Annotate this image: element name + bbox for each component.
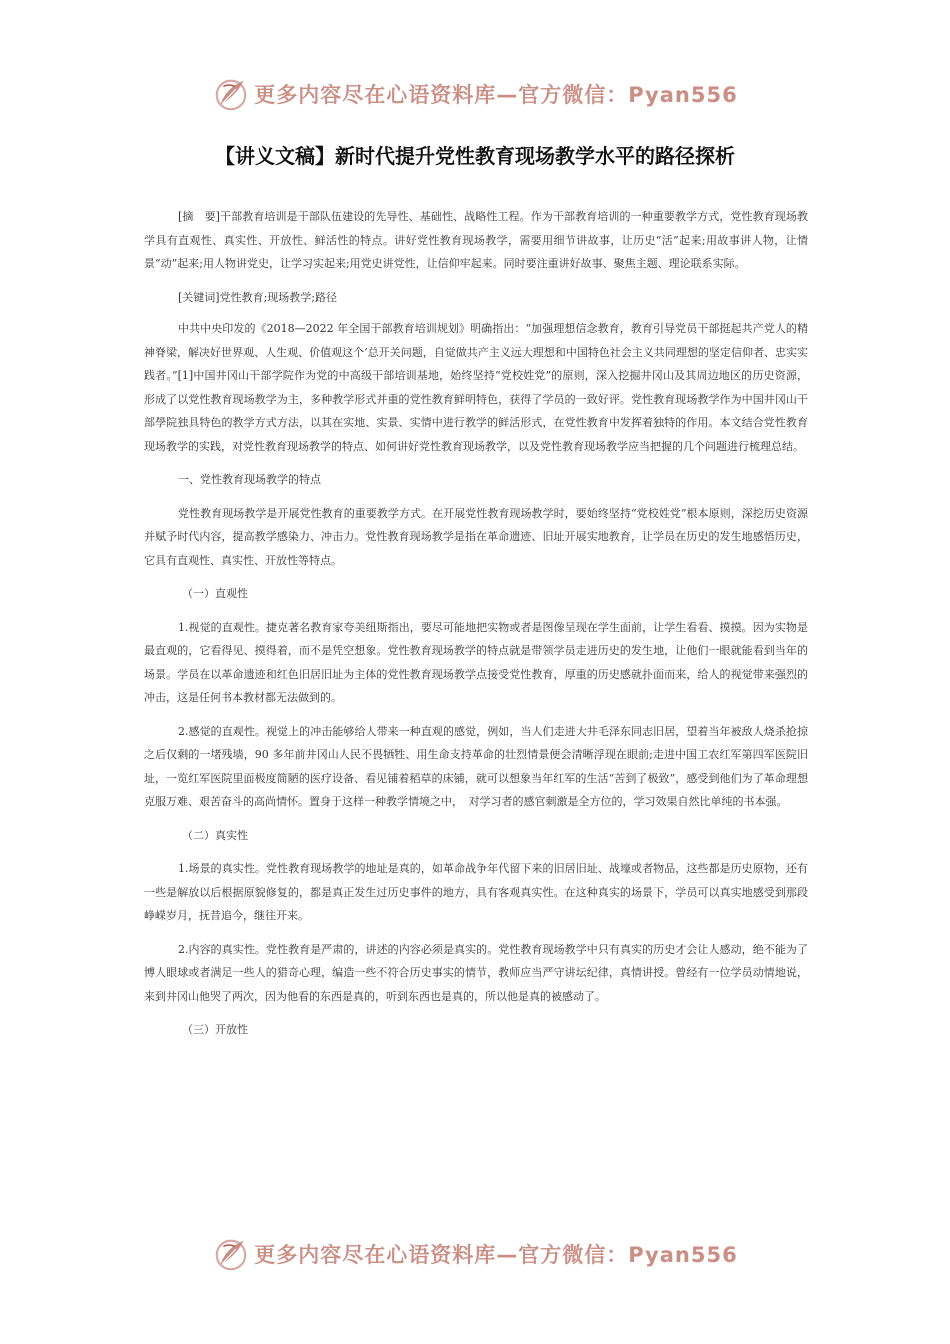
paragraph-scene-authenticity: 1.场景的真实性。党性教育现场教学的地址是真的，如革命战争年代留下来的旧居旧址、战壕或者物品，这些都是历史原物，还有一些是解放以后根据原貌修复的，都是真正发生过历史事件的地方，具有客观真实性。在这种真实的场景下，学员可以真实地感受到那段峥嵘岁月，抚昔追今，继往开来。 (144, 862, 808, 922)
subheading-authenticity: （二）真实性 (182, 828, 248, 842)
intro-paragraph: 中共中央印发的《2018—2022 年全国干部教育培训规划》明确指出：“加强理想信念教育，教育引导党员干部挺起共产党人的精神脊梁，解决好世界观、人生观、价值观这个‘总开关问题，自觉做共产主义远大理想和中国特色社会主义共同理想的坚定信仰者、忠实实践者。”[1]中国井冈山干部学院作为党的中高级干部培训基地，始终坚持“党校姓党”的原则，深入挖掘井冈山及其周边地区的历史资源，形成了以党性教育现场教学为主，多种教学形式并重的党性教育鲜明特色，获得了学员的一致好评。党性教育现场教学作为中国井冈山干部學院独具特色的教学方式方法，以其在实地、实景、实情中进行教学的鲜活形式，在党性教育中发挥着独特的作用。本文结合党性教育现场教学的实践，对党性教育现场教学的特点、如何讲好党性教育现场教学，以及党性教育现场教学应当把握的几个问题进行梳理总结。 (144, 322, 808, 453)
subheading-openness: （三）开放性 (182, 1023, 248, 1036)
keywords-paragraph: [关键词]党性教育;现场教学;路径 (178, 290, 337, 304)
section-heading-features: 一、党性教育现场教学的特点 (178, 473, 321, 486)
section-features-paragraph: 党性教育现场教学是开展党性教育的重要教学方式。在开展党性教育现场教学时，要始终坚持“党校姓党”根本原则，深挖历史资源并赋予时代内容，提高教学感染力、冲击力。党性教育现场教学是指在革命遗迹、旧址开展实地教育，让学员在历史的发生地感悟历史，它具有直观性、真实性、开放性等特点。 (144, 506, 808, 567)
watermark-text: 更多内容尽在心语资料库—官方微信：Pyan556 (254, 1243, 738, 1267)
document-body (144, 205, 808, 1052)
subheading-intuitiveness: （一）直观性 (182, 587, 248, 600)
paragraph-visual-intuitiveness: 1.视觉的直观性。捷克著名教育家夸美纽斯指出，要尽可能地把实物或者是图像呈现在学生面前，让学生看看、摸摸。因为实物是最直观的，它看得见、摸得着，而不是凭空想象。党性教育现场教学的特点就是带领学员走进历史的发生地，让他们一眼就能看到当年的场景。学员在以革命遗迹和红色旧居旧址为主体的党性教育现场教学点接受党性教育，厚重的历史感就扑面而来，给人的视觉带来强烈的冲击，这是任何书本教材都无法做到的。 (144, 620, 808, 704)
document-title: 【讲义文稿】新时代提升党性教育现场教学水平的路径探析 (215, 144, 735, 168)
abstract-paragraph: [摘 要]干部教育培训是干部队伍建设的先导性、基础性、战略性工程。作为干部教育培训的一种重要教学方式，党性教育现场教学具有直观性、真实性、开放性、鲜活性的特点。讲好党性教育现场教学，需要用细节讲故事，让历史“活”起来;用故事讲人物，让情景“动”起来;用人物讲党史，让学习实起来;用党史讲党性，让信仰牢起来。同时要注重讲好故事、聚焦主题、理论联系实际。 (144, 210, 808, 270)
watermark-text: 更多内容尽在心语资料库—官方微信：Pyan556 (254, 83, 738, 107)
watermark-header (0, 72, 950, 116)
watermark-footer (0, 1232, 950, 1276)
paragraph-sensory-intuitiveness: 2.感觉的直观性。视觉上的冲击能够给人带来一种直观的感觉，例如，当人们走进大井毛泽东同志旧居，望着当年被敌人烧杀抢掠之后仅剩的一堵残墙，90 多年前井冈山人民不畏牺牲、用生命支持革命的壮烈情景便会清晰浮现在眼前;走进中国工农红军第四军医院旧址，一览红军医院里面极度简陋的医疗设备、看见铺着稻草的床铺，就可以想象当年红军的生活“苦到了极致”，感受到他们为了革命理想克服万难、艰苦奋斗的高尚情怀。置身于这样一种教学情境之中， 对学习者的感官刺激是全方位的，学习效果自然比单纯的书本强。 (144, 724, 808, 808)
feather-logo-icon (212, 75, 250, 113)
feather-logo-icon (212, 1235, 250, 1273)
paragraph-content-authenticity: 2.内容的真实性。党性教育是严肃的，讲述的内容必须是真实的。党性教育现场教学中只有真实的历史才会让人感动，绝不能为了博人眼球或者满足一些人的猎奇心理，编造一些不符合历史事实的情节，教师应当严守讲坛纪律，真情讲授。曾经有一位学员动情地说，来到井冈山他哭了两次，因为他看的东西是真的，听到东西也是真的，所以他是真的被感动了。 (144, 942, 808, 1003)
